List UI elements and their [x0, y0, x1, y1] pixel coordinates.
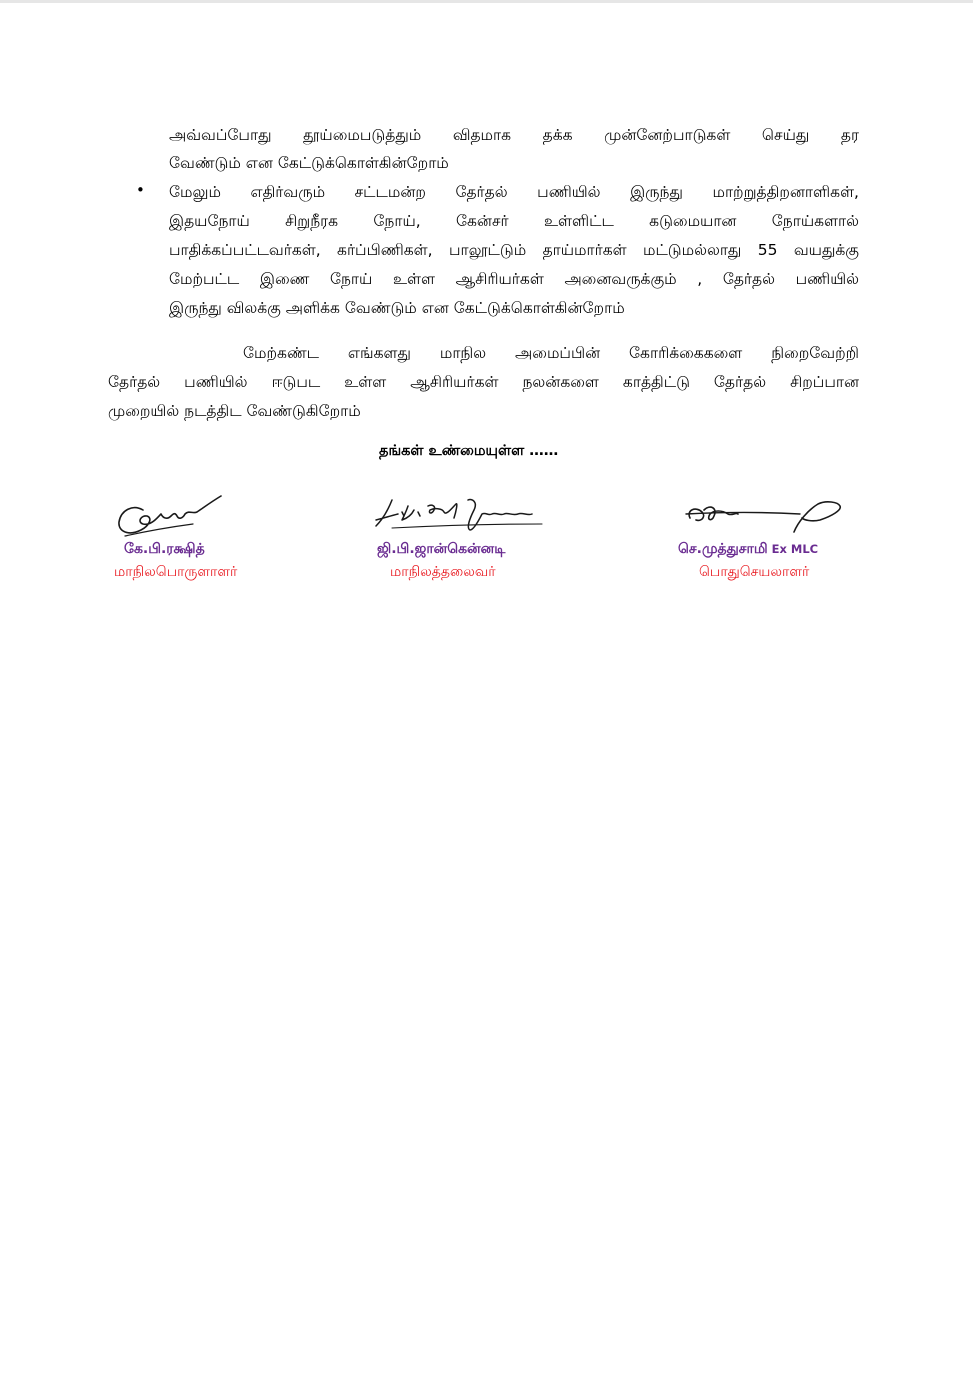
- bullet-line-5: இருந்து விலக்கு அளிக்க வேண்டும் என கேட்டுக்கொள்கின்றோம்: [169, 299, 625, 317]
- para1-line-1: அவ்வப்போது தூய்மைபடுத்தும் விதமாக தக்க முன்னேற்பாடுகள் செய்து தர: [169, 126, 859, 144]
- signatory-2-role: மாநிலத்தலைவர்: [390, 564, 496, 580]
- closing-salutation: தங்கள் உண்மையுள்ள ……: [379, 443, 559, 459]
- bullet-marker: •: [136, 181, 145, 199]
- bullet-line-2: இதயநோய் சிறுநீரக நோய், கேன்சர் உள்ளிட்ட கடுமையான நோய்களால்: [169, 212, 859, 230]
- signatory-2-name: ஜி.பி.ஜான்கென்னடி: [377, 541, 506, 557]
- signatory-3-suffix: Ex MLC: [771, 542, 819, 556]
- bullet-line-3: பாதிக்கப்பட்டவர்கள், கர்ப்பிணிகள், பாலூட்டும் தாய்மார்கள் மட்டுமல்லாது 55 வயதுக்கு: [169, 241, 859, 259]
- signature-president: [372, 494, 552, 534]
- para2-line-3: முறையில் நடத்திட வேண்டுகிறோம்: [108, 402, 361, 420]
- signatory-1-role: மாநிலபொருளாளர்: [114, 564, 238, 580]
- signature-treasurer: [113, 488, 228, 540]
- bullet-line-1: மேலும் எதிர்வரும் சட்டமன்ற தேர்தல் பணியில் இருந்து மாற்றுத்திறனாளிகள்,: [169, 183, 859, 201]
- para1-line-2: வேண்டும் என கேட்டுக்கொள்கின்றோம்: [169, 154, 449, 172]
- para2-line-1: மேற்கண்ட எங்களது மாநில அமைப்பின் கோரிக்கைகளை நிறைவேற்றி: [243, 344, 859, 362]
- signatory-3-name: [678, 541, 818, 559]
- bullet-line-4: மேற்பட்ட இணை நோய் உள்ள ஆசிரியர்கள் அனைவருக்கும் , தேர்தல் பணியில்: [169, 270, 859, 288]
- signatory-3-role: பொதுசெயலாளர்: [699, 564, 810, 580]
- signatory-3-name-text: செ.முத்துசாமி: [678, 541, 768, 557]
- para2-line-2: தேர்தல் பணியில் ஈடுபட உள்ள ஆசிரியர்கள் நலன்களை காத்திட்டு தேர்தல் சிறப்பான: [108, 373, 859, 391]
- page-top-border: [0, 0, 973, 3]
- signature-general-secretary: [684, 498, 846, 534]
- signatory-1-name: கே.பி.ரக்ஷித்: [124, 541, 205, 557]
